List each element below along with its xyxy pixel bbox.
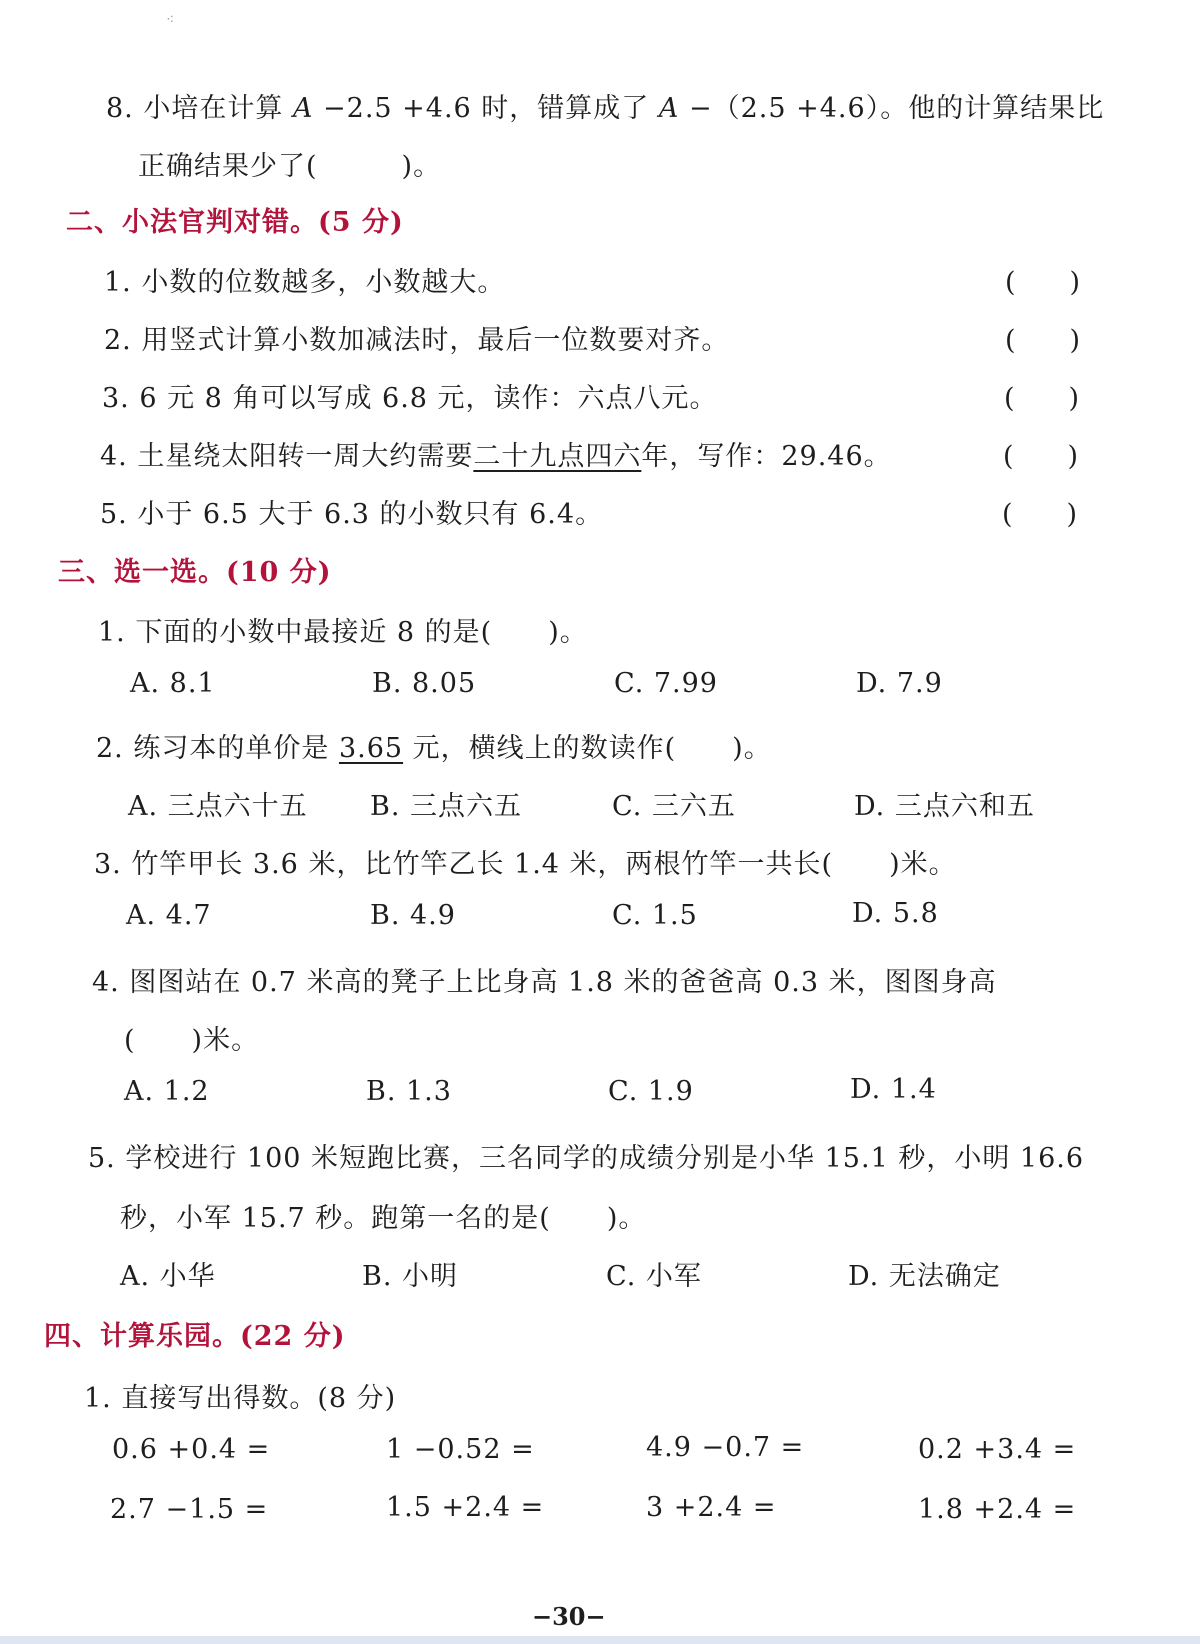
q2-option-b[interactable]: B. 三点六五 bbox=[370, 791, 523, 822]
choice-q5-line2: 秒，小军 15.7 秒。跑第一名的是( )。 bbox=[120, 1203, 647, 1234]
judge-item-5: 5. 小于 6.5 大于 6.3 的小数只有 6.4。 bbox=[100, 499, 604, 530]
judge-blank-4[interactable]: ( ) bbox=[1003, 441, 1079, 472]
judge-blank-1[interactable]: ( ) bbox=[1005, 267, 1081, 298]
calc-r2-c4: 1.8 +2.4 = bbox=[918, 1494, 1077, 1525]
q3-option-b[interactable]: B. 4.9 bbox=[370, 900, 456, 931]
q4-option-d[interactable]: D. 1.4 bbox=[850, 1074, 937, 1105]
q5-option-d[interactable]: D. 无法确定 bbox=[848, 1261, 1001, 1292]
q4-option-a[interactable]: A. 1.2 bbox=[124, 1076, 210, 1107]
judge-item-2: 2. 用竖式计算小数加减法时，最后一位数要对齐。 bbox=[104, 325, 730, 356]
judge-blank-2[interactable]: ( ) bbox=[1005, 325, 1081, 356]
choice-q4-line1: 4. 图图站在 0.7 米高的凳子上比身高 1.8 米的爸爸高 0.3 米，图图身高 bbox=[92, 967, 997, 998]
q3-option-a[interactable]: A. 4.7 bbox=[126, 900, 212, 931]
q1-option-c[interactable]: C. 7.99 bbox=[614, 668, 718, 699]
section-4-title: 四、计算乐园。(22 分) bbox=[44, 1321, 346, 1352]
judge-item-1: 1. 小数的位数越多，小数越大。 bbox=[104, 267, 506, 298]
section-3-title: 三、选一选。(10 分) bbox=[58, 557, 332, 588]
calc-r2-c3: 3 +2.4 = bbox=[646, 1492, 777, 1523]
choice-q2: 2. 练习本的单价是 3.65 元，横线上的数读作( )。 bbox=[96, 733, 772, 764]
choice-q3: 3. 竹竿甲长 3.6 米，比竹竿乙长 1.4 米，两根竹竿一共长( )米。 bbox=[94, 849, 957, 880]
q3-option-d[interactable]: D. 5.8 bbox=[852, 898, 939, 929]
calc-r2-c1: 2.7 −1.5 = bbox=[110, 1494, 269, 1525]
q5-option-c[interactable]: C. 小军 bbox=[606, 1261, 702, 1292]
q4-option-c[interactable]: C. 1.9 bbox=[608, 1076, 694, 1107]
q1-option-b[interactable]: B. 8.05 bbox=[372, 668, 477, 699]
choice-q1: 1. 下面的小数中最接近 8 的是( )。 bbox=[98, 617, 588, 648]
judge-item-4: 4. 土星绕太阳转一周大约需要二十九点四六年，写作：29.46。 bbox=[100, 441, 892, 472]
calc-r2-c2: 1.5 +2.4 = bbox=[386, 1492, 545, 1523]
section-4-sub1: 1. 直接写出得数。(8 分) bbox=[84, 1383, 397, 1414]
scan-mark: ⁖ bbox=[166, 12, 175, 28]
page-number: −30− bbox=[532, 1602, 606, 1631]
q2-option-d[interactable]: D. 三点六和五 bbox=[854, 791, 1035, 822]
q5-option-a[interactable]: A. 小华 bbox=[120, 1261, 216, 1292]
choice-q4-line2: ( )米。 bbox=[124, 1025, 260, 1056]
q3-option-c[interactable]: C. 1.5 bbox=[612, 900, 698, 931]
judge-blank-3[interactable]: ( ) bbox=[1004, 383, 1080, 414]
bottom-edge-band bbox=[0, 1636, 1200, 1644]
section-2-title: 二、小法官判对错。(5 分) bbox=[66, 207, 404, 238]
q4-option-b[interactable]: B. 1.3 bbox=[366, 1076, 452, 1107]
choice-q5-line1: 5. 学校进行 100 米短跑比赛，三名同学的成绩分别是小华 15.1 秒，小明 16.6 bbox=[88, 1143, 1085, 1174]
calc-r1-c1: 0.6 +0.4 = bbox=[112, 1434, 271, 1465]
calc-r1-c3: 4.9 −0.7 = bbox=[646, 1432, 805, 1463]
question-8-line1: 8. 小培在计算 A −2.5 +4.6 时，错算成了 A −（2.5 +4.6）。他的计算结果比 bbox=[106, 93, 1105, 124]
q1-option-a[interactable]: A. 8.1 bbox=[130, 668, 216, 699]
judge-blank-5[interactable]: ( ) bbox=[1002, 499, 1078, 530]
q1-option-d[interactable]: D. 7.9 bbox=[856, 668, 943, 699]
calc-r1-c2: 1 −0.52 = bbox=[386, 1434, 535, 1465]
judge-item-3: 3. 6 元 8 角可以写成 6.8 元，读作：六点八元。 bbox=[102, 383, 718, 414]
question-8-line2: 正确结果少了( )。 bbox=[138, 151, 442, 182]
q2-option-a[interactable]: A. 三点六十五 bbox=[128, 791, 308, 822]
q5-option-b[interactable]: B. 小明 bbox=[362, 1261, 459, 1292]
q2-option-c[interactable]: C. 三六五 bbox=[612, 791, 736, 822]
calc-r1-c4: 0.2 +3.4 = bbox=[918, 1434, 1077, 1465]
